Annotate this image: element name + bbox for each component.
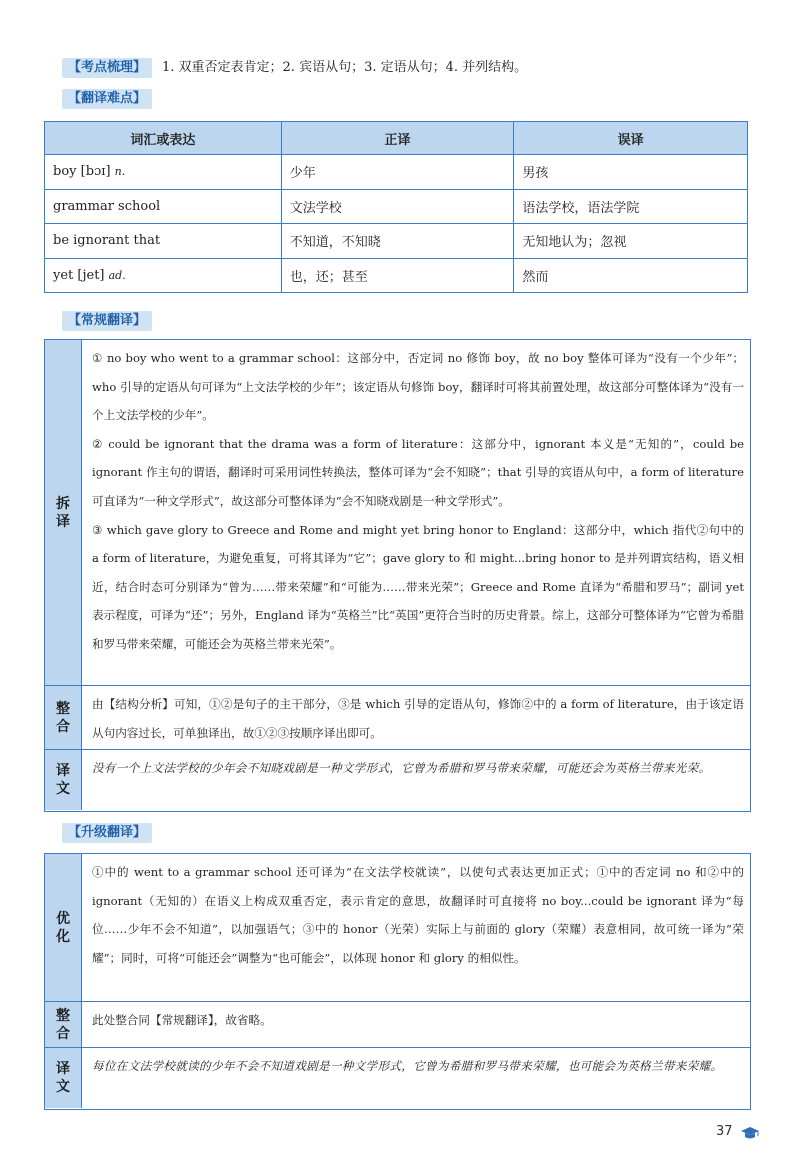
result-content: 每位在文法学校就读的少年不会不知道戏剧是一种文学形式，它曾为希腊和罗马带来荣耀，也可能会为英格兰带来荣耀。 xyxy=(92,1059,723,1073)
regular-translation-box xyxy=(44,339,751,812)
term-text: yet [jet] xyxy=(53,267,109,283)
term-cell xyxy=(45,155,282,190)
table-row xyxy=(45,189,748,224)
optimize-label-cell xyxy=(45,854,82,1001)
split-label-cell xyxy=(45,340,82,685)
wrong-cell: 无知地认为；忽视 xyxy=(514,224,748,259)
optimize-label: 优化 xyxy=(56,910,70,945)
wrong-cell: 然而 xyxy=(514,258,748,293)
header-correct: 正译 xyxy=(281,122,514,155)
result-label-cell xyxy=(45,1048,82,1108)
page-number: 37 xyxy=(716,1124,733,1139)
key-points-text: 1. 双重否定表肯定；2. 宾语从句；3. 定语从句；4. 并列结构。 xyxy=(162,60,528,75)
merge-label-cell xyxy=(45,1002,82,1047)
result-row xyxy=(45,1047,750,1108)
split-paragraph-1: ① no boy who went to a grammar school：这部分中，否定词 no 修饰 boy，故 no boy 整体可译为“没有一个少年”；who 引导的定语从句可译为“上文法学校的少年”；该定语从句修饰 boy，翻译时可将其前置处理，故这部分可整体译为“没有一个上文法学校的少年”。 xyxy=(92,351,744,423)
split-paragraph-2: ② could be ignorant that the drama was a form of literature：这部分中，ignorant 本义是“无知的”，could be ignorant 作主句的谓语，翻译时可采用词性转换法，整体可译为“会不知晓”；that 引导的宾语从句中，a form of literature 可直译为“一种文学形式”，故这部分可整体译为“会不知晓戏剧是一种文学形式”。 xyxy=(92,436,744,508)
merge-row xyxy=(45,1001,750,1047)
split-row xyxy=(45,340,750,685)
upgrade-tag: 【升级翻译】 xyxy=(62,823,152,843)
term-cell xyxy=(45,258,282,293)
merge-label-cell xyxy=(45,686,82,749)
result-row xyxy=(45,749,750,810)
split-paragraph-3: ③ which gave glory to Greece and Rome and might yet bring honor to England：这部分中，which 指代②句中的 a form of literature，为避免重复，可将其译为“它”；gave glory to 和 might...bring honor to 是并列谓宾结构，语义相近，结合时态可分别译为“曾为……带来荣耀”和“可能为……带来光荣”；Greece and Rome 直译为“希腊和罗马”；副词 yet 表示程度，可译为“还”；另外，England 译为“英格兰”比“英国”更符合当时的历史背景。综上，这部分可整体译为“它曾为希腊和罗马带来荣耀，可能还会为英格兰带来光荣”。 xyxy=(92,522,744,651)
header-wrong: 误译 xyxy=(514,122,748,155)
term-text: grammar school xyxy=(53,198,161,214)
difficulty-tag: 【翻译难点】 xyxy=(62,89,152,109)
term-pos: n. xyxy=(114,165,126,179)
term-text: boy [bɔɪ] xyxy=(53,164,115,180)
vocab-header-row xyxy=(45,122,748,155)
merge-label: 整合 xyxy=(56,1007,70,1042)
key-points-tag: 【考点梳理】 xyxy=(62,58,152,78)
wrong-cell: 语法学校，语法学院 xyxy=(514,189,748,224)
term-text: be ignorant that xyxy=(53,233,161,249)
table-row xyxy=(45,224,748,259)
merge-content: 由【结构分析】可知，①②是句子的主干部分，③是 which 引导的定语从句，修饰②中的 a form of literature，由于该定语从句内容过长，可单独译出，故①②③按顺序译出即可。 xyxy=(92,697,744,740)
table-row xyxy=(45,258,748,293)
split-label: 拆译 xyxy=(56,495,70,530)
split-content xyxy=(82,340,750,685)
upgrade-translation-box xyxy=(44,853,751,1110)
wrong-cell: 男孩 xyxy=(514,155,748,190)
correct-cell: 也，还；甚至 xyxy=(281,258,514,293)
correct-cell: 文法学校 xyxy=(281,189,514,224)
term-cell xyxy=(45,189,282,224)
graduation-cap-icon xyxy=(740,1126,760,1140)
merge-label: 整合 xyxy=(56,700,70,735)
result-label-cell xyxy=(45,750,82,810)
term-pos: ad. xyxy=(108,268,126,282)
vocab-table xyxy=(44,121,748,293)
result-label: 译文 xyxy=(56,763,70,797)
merge-row xyxy=(45,685,750,749)
correct-cell: 少年 xyxy=(281,155,514,190)
term-cell xyxy=(45,224,282,259)
result-content: 没有一个上文法学校的少年会不知晓戏剧是一种文学形式，它曾为希腊和罗马带来荣耀，可能还会为英格兰带来光荣。 xyxy=(92,761,711,775)
header-term: 词汇或表达 xyxy=(45,122,282,155)
regular-tag: 【常规翻译】 xyxy=(62,311,152,331)
table-row xyxy=(45,155,748,190)
optimize-row xyxy=(45,854,750,1001)
result-label: 译文 xyxy=(56,1061,70,1095)
correct-cell: 不知道，不知晓 xyxy=(281,224,514,259)
merge-content: 此处整合同【常规翻译】，故省略。 xyxy=(92,1013,272,1027)
optimize-content: ①中的 went to a grammar school 还可译为“在文法学校就读”，以使句式表达更加正式；①中的否定词 no 和②中的 ignorant（无知的）在语义上构成双重否定，表示肯定的意思，故翻译时可直接将 no boy...could be ignorant 译为“每位……少年不会不知道”，以加强语气；③中的 honor（光荣）实际上与前面的 glory（荣耀）表意相同，故可统一译为“荣耀”；同时，可将“可能还会”调整为“也可能会”，以体现 honor 和 glory 的相似性。 xyxy=(92,865,744,965)
